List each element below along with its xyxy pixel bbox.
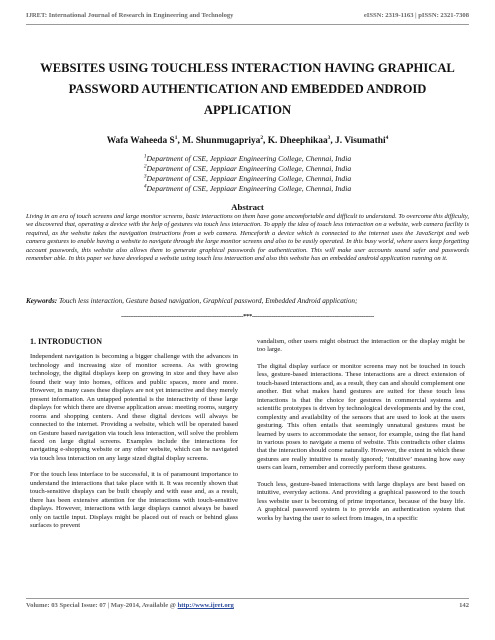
title-line: WEBSITES USING TOUCHLESS INTERACTION HAVING GRAPHICAL (40, 61, 455, 75)
keywords (26, 297, 469, 305)
affiliation-list (26, 154, 469, 194)
author-list (26, 136, 469, 146)
running-footer (26, 602, 469, 609)
affiliation-text: Department of CSE, Jeppiaar Engineering College, Chennai, India (146, 174, 352, 183)
author-sup: 4 (385, 134, 389, 141)
journal-name: IJRET: International Journal of Research in Engineering and Technology (26, 12, 234, 19)
author-sep: , (177, 136, 183, 146)
page-number: 142 (459, 602, 469, 609)
author-sup: 3 (327, 134, 331, 141)
body-paragraph: Touch less, gesture-based interactions with large displays are best based on intuitive, everyday actions. And providing a graphical password to the touch less website user is becoming of prime importance, because of the busy life. A graphical password system is to provide an authentication system that works by having the user to select from images, in a specific (257, 480, 465, 522)
running-header (26, 12, 469, 19)
affiliation-text: Department of CSE, Jeppiaar Engineering College, Chennai, India (146, 164, 352, 173)
abstract-text: Living in an era of touch screens and large monitor screens, basic interactions on them have gone uncomfortable and difficult to understand. To overcome this difficulty, we discovered that, operating a device with the help of gestures via touch less interaction. To apply the idea of touch less interaction on a website, web camera facility is required, as the website takes the navigation instructions from a web camera. Henceforth a device which is connected to the internet uses the JavaScript and web camera gestures to enable having a website to navigate through the large monitor screens and also to be easily operated. In this busy world, where users keep forgetting account passwords, this website also allows them to generate graphical passwords for authentication. This will make user accounts sound safer and passwords remember able. In this paper we have developed a website using touch less interaction and also this website has an embedded android application running on it. (26, 213, 469, 263)
affiliation-sup: 2 (143, 163, 147, 170)
author-name: J. Visumathi (335, 136, 386, 146)
paper-title (26, 58, 469, 121)
author-sep: , (263, 136, 268, 146)
author-name: Wafa Waheeda S (106, 136, 175, 146)
author-sup: 1 (174, 134, 178, 141)
abstract-heading: Abstract (231, 202, 264, 212)
header-rule (26, 24, 469, 25)
left-column (30, 338, 238, 539)
body-paragraph: vandalism, other users might obstruct the interaction or the display might be too large. (257, 338, 465, 354)
section-separator: --------------------------------------------------------------------***-------------------------------------------------------------------- (121, 313, 374, 320)
footer-prefix: Volume: 03 Special Issue: 07 | May-2014, Available @ (26, 602, 178, 609)
section-heading: 1. INTRODUCTION (30, 337, 103, 346)
right-column (257, 338, 465, 531)
journal-link[interactable]: http://www.ijret.org (177, 602, 234, 609)
affiliation-text: Department of CSE, Jeppiaar Engineering College, Chennai, India (146, 184, 352, 193)
keywords-label: Keywords: (26, 297, 58, 305)
author-name: M. Shunmugapriya (182, 136, 261, 146)
affiliation (26, 154, 469, 164)
affiliation (26, 184, 469, 194)
title-line: APPLICATION (203, 103, 292, 117)
author-name: K. Dheephikaa (267, 136, 328, 146)
affiliation-text: Department of CSE, Jeppiaar Engineering College, Chennai, India (146, 154, 352, 163)
issn-info: eISSN: 2319-1163 | pISSN: 2321-7308 (363, 12, 469, 19)
affiliation-sup: 1 (143, 153, 147, 160)
affiliation (26, 174, 469, 184)
author-sup: 2 (260, 134, 264, 141)
footer-rule (26, 598, 469, 599)
footer-volume (26, 602, 234, 609)
affiliation-sup: 3 (143, 173, 147, 180)
title-line: PASSWORD AUTHENTICATION AND EMBEDDED ANDROID (68, 82, 427, 96)
affiliation-sup: 4 (143, 183, 147, 190)
body-paragraph: Independent navigation is becoming a bigger challenge with the advances in technology and increasing size of monitor screens. As with growing technology, the digital displays keep on growing in size and they have also found their way into homes, offices and public spaces, more and more. However, in many cases these displays are not yet interactive and they merely present information. An untapped potential is the interactivity of these large displays for which there are diverse application areas: meeting rooms, surgery rooms and shopping centers. And these digital devices will always be connected to the internet. Providing a website, which will be operated based on Gesture based navigation via touch less interaction, will solve the problem faced on large digital screens. Examples include the interactions for navigating e-shopping website or any other website, which can be navigated via touch less interaction on any large sized digital display screens. (30, 353, 238, 462)
affiliation (26, 164, 469, 174)
body-paragraph: The digital display surface or monitor screens may not be touched in touch less, gesture-based interactions. These interactions are a direct extension of touch-based interactions and, as a result, they can and should complement one another. But what makes hand gestures are suited for these touch less interactions is that the choice for gestures in commercial systems and scientific prototypes is driven by technological developments and by the cost, complexity and availability of the sensors that are used to look at the users gesturing. This often entails that seemingly unnatural gestures must be learned by users to accommodate the sensor, for example, using the flat hand in various poses to navigate a menu of website. This contradicts other claims that the interaction should come naturally. However, the extent in which these gestures are really intuitive is mostly ignored; ‘intuitive’ meaning how easy users can learn, remember and correctly perform these gestures. (257, 362, 465, 472)
body-paragraph: For the touch less interface to be successful, it is of paramount importance to understand the interactions that take place with it. It was recently shown that touch-sensitive displays can be built cheaply and with ease and, as a result, there has been extensive attention for the interactions with touch-sensitive displays. However, interactions with large displays cannot always be based only on tactile input. Displays might be placed out of reach or behind glass surfaces to prevent (30, 471, 238, 530)
author-sep: , (330, 136, 336, 146)
keywords-text: Touch less interaction, Gesture based navigation, Graphical password, Embedded Android application; (57, 297, 358, 305)
